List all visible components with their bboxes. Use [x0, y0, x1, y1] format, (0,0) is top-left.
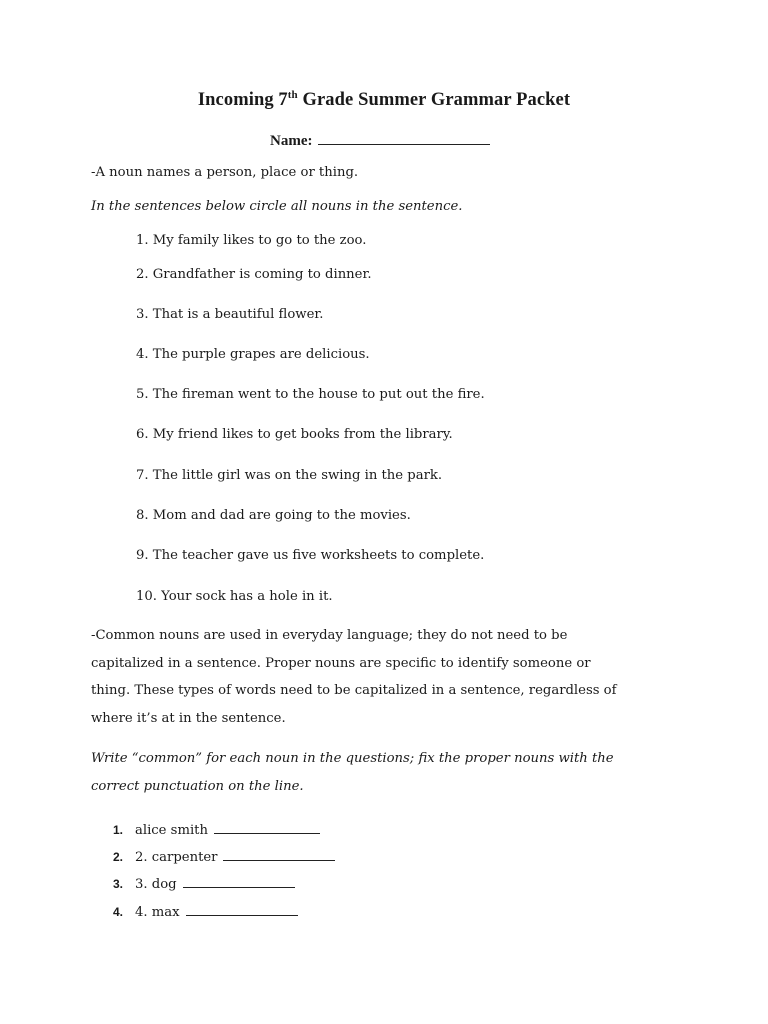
- title-prefix: Incoming 7: [197, 90, 288, 110]
- instruction-line: correct punctuation on the line.: [91, 778, 304, 794]
- name-field-line[interactable]: [318, 130, 490, 145]
- question-2: 2. Grandfather is coming to dinner.: [136, 267, 372, 282]
- answer-item-4: [113, 902, 298, 920]
- question-3: 3. That is a beautiful flower.: [136, 307, 324, 322]
- question-1: 1. My family likes to go to the zoo.: [136, 233, 367, 248]
- section1-instruction: In the sentences below circle all nouns in the sentence.: [91, 199, 463, 214]
- answer-number: 1.: [113, 823, 124, 837]
- question-6: 6. My friend likes to get books from the library.: [136, 427, 453, 442]
- question-9: 9. The teacher gave us five worksheets to complete.: [136, 548, 485, 563]
- answer-word: 2. carpenter: [135, 850, 218, 865]
- answer-item-3: [113, 874, 295, 892]
- explanation-line: where it’s at in the sentence.: [91, 710, 286, 726]
- answer-number: 4.: [113, 905, 124, 919]
- instruction-line: Write “common” for each noun in the questions; fix the proper nouns with the: [91, 751, 614, 766]
- page-title: [0, 90, 768, 111]
- explanation-line: -Common nouns are used in everyday language; they do not need to be: [91, 628, 568, 643]
- answer-item-1: [113, 820, 320, 838]
- common-proper-explanation: [91, 622, 691, 732]
- title-suffix: Grade Summer Grammar Packet: [297, 90, 571, 110]
- explanation-line: thing. These types of words need to be capitalized in a sentence, regardless of: [91, 683, 617, 698]
- question-10: 10. Your sock has a hole in it.: [136, 589, 333, 604]
- name-row: [270, 130, 490, 150]
- noun-definition: -A noun names a person, place or thing.: [91, 165, 359, 180]
- answer-blank[interactable]: [223, 847, 335, 861]
- answer-item-2: [113, 847, 335, 865]
- answer-word: alice smith: [135, 823, 208, 838]
- answer-blank[interactable]: [183, 874, 295, 888]
- question-7: 7. The little girl was on the swing in the park.: [136, 468, 443, 483]
- answer-word: 3. dog: [135, 877, 177, 892]
- answer-word: 4. max: [135, 905, 180, 920]
- explanation-line: capitalized in a sentence. Proper nouns are specific to identify someone or: [91, 655, 591, 671]
- answer-blank[interactable]: [214, 820, 320, 834]
- section2-instruction: [91, 745, 691, 800]
- answer-blank[interactable]: [186, 902, 298, 916]
- answer-number: 3.: [113, 877, 124, 891]
- question-8: 8. Mom and dad are going to the movies.: [136, 508, 411, 523]
- name-label: Name:: [270, 133, 313, 149]
- question-4: 4. The purple grapes are delicious.: [136, 347, 370, 362]
- question-5: 5. The fireman went to the house to put out the fire.: [136, 387, 485, 402]
- title-superscript: th: [287, 88, 298, 101]
- answer-number: 2.: [113, 850, 124, 864]
